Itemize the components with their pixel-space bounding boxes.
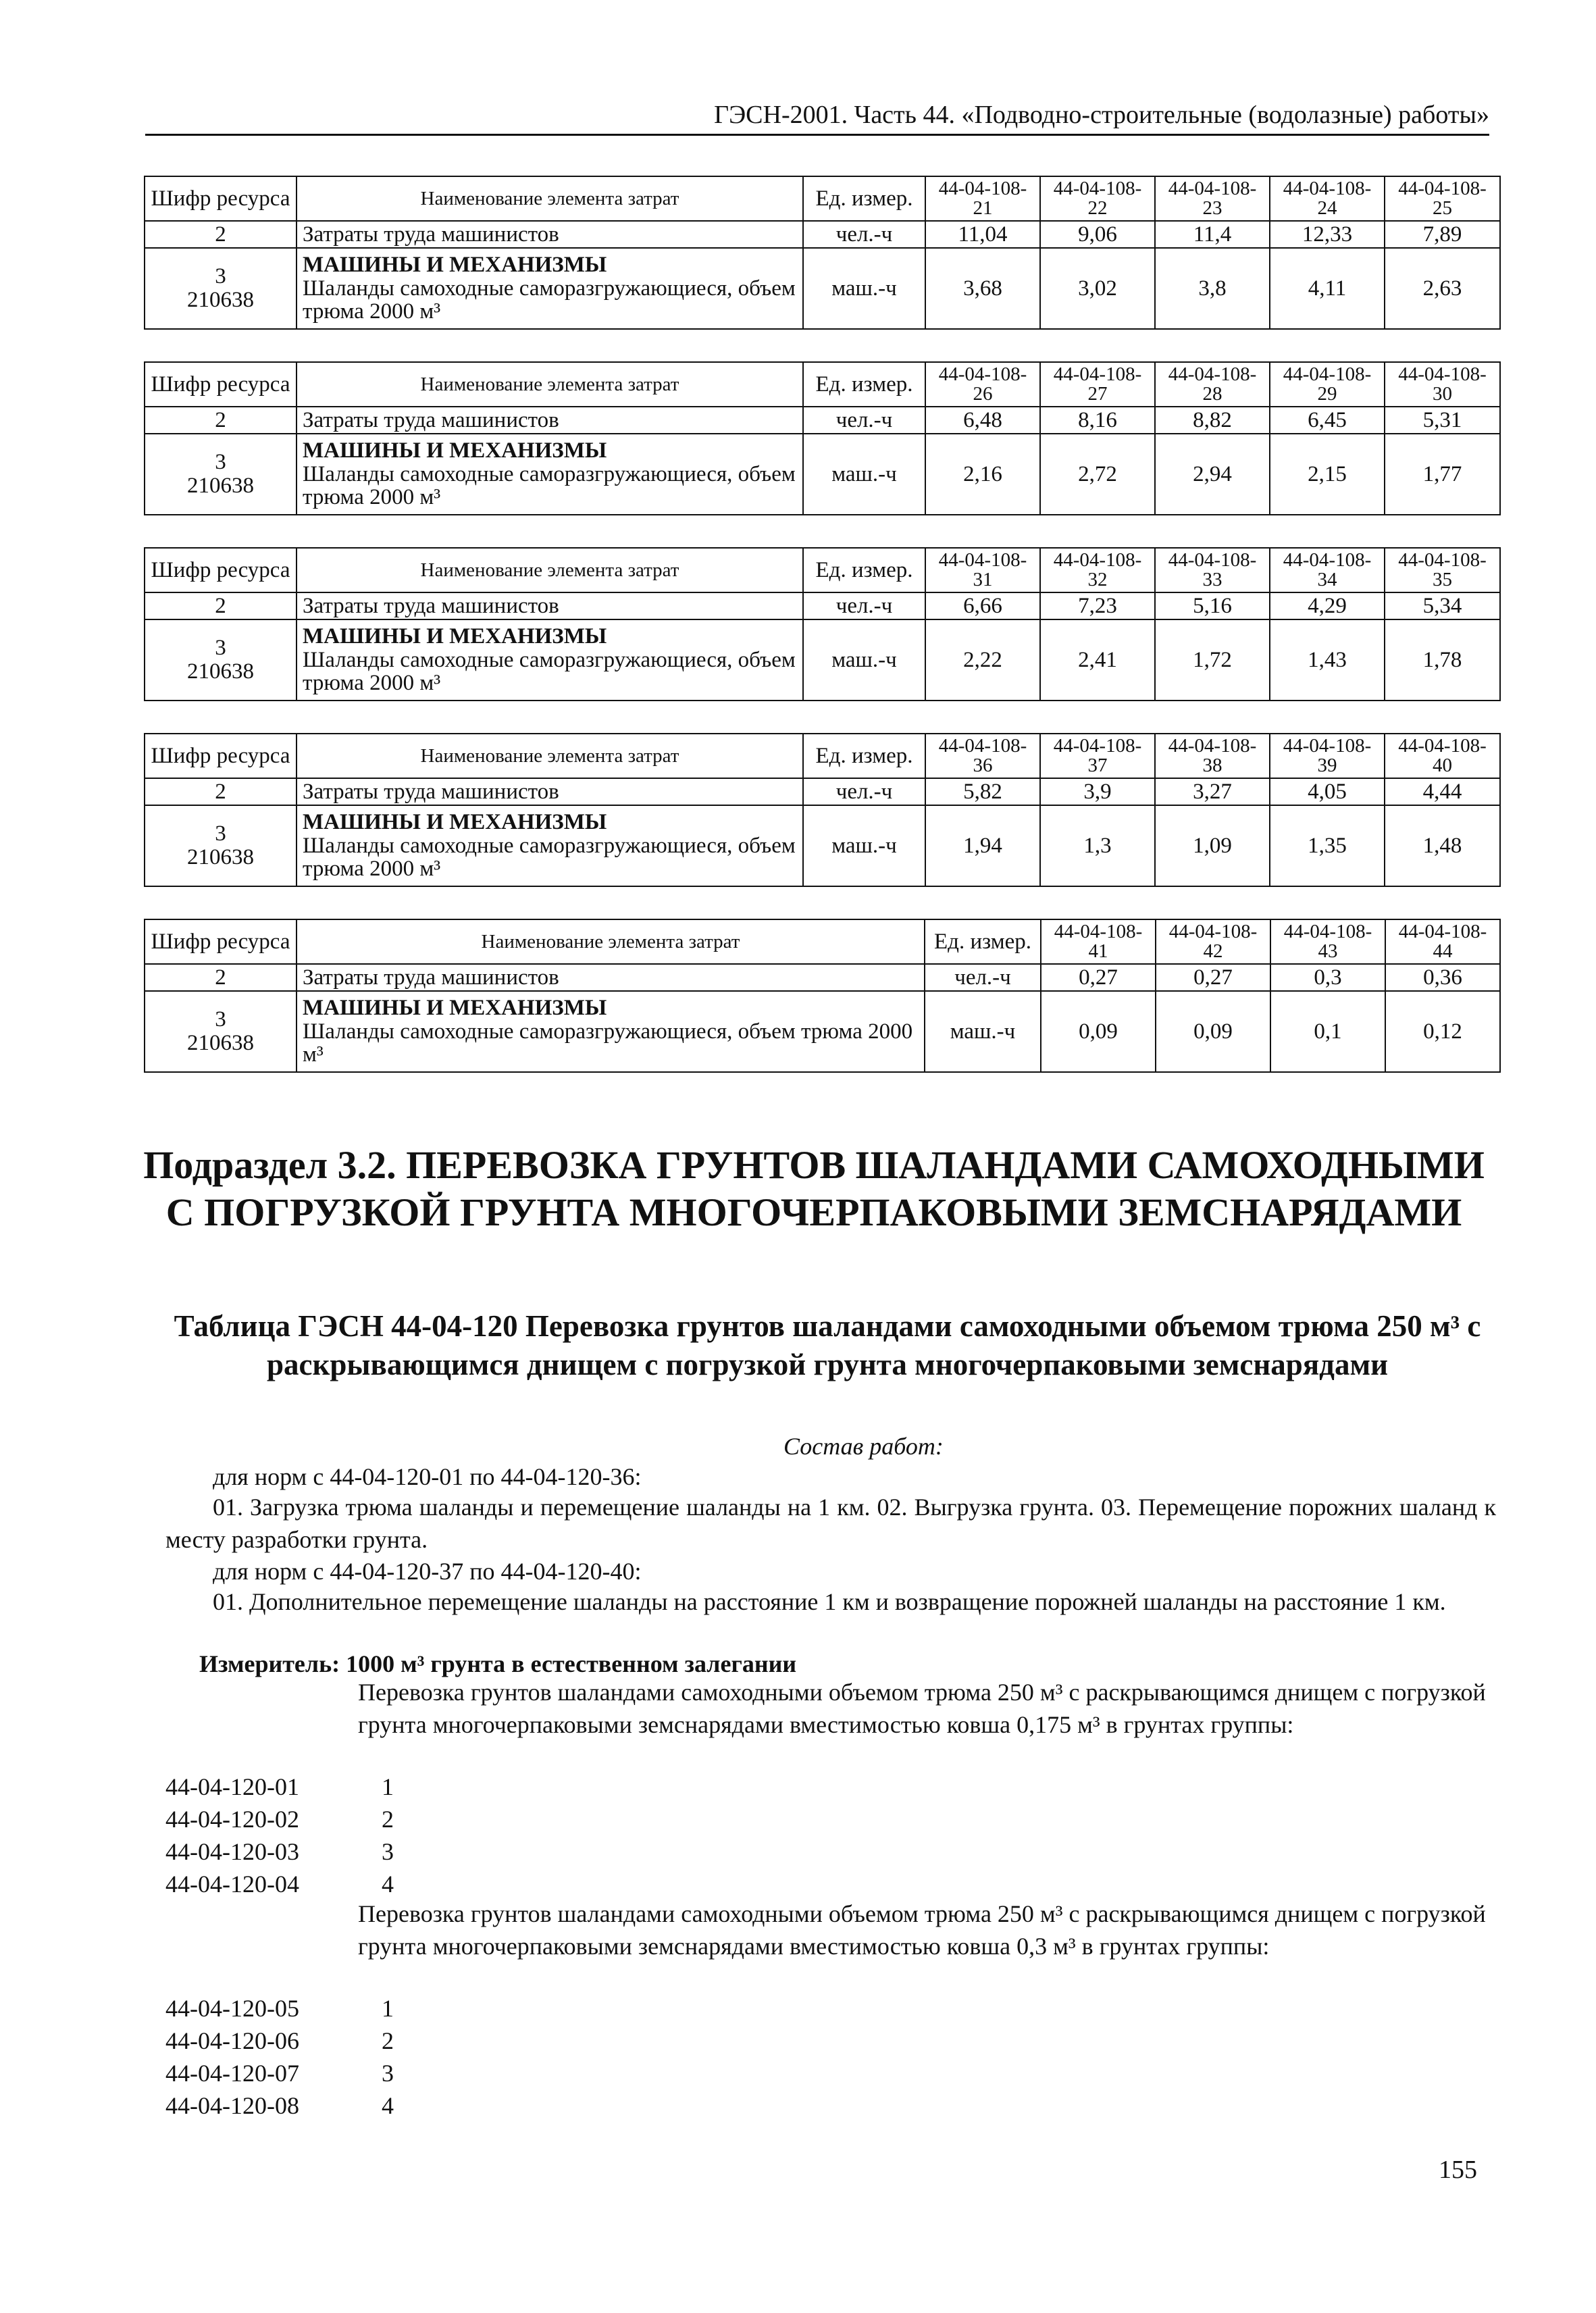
composition-text: 01. Загрузка трюма шаланды и перемещение шаланды на 1 км. 02. Выгрузка грунта. 03. Перемещение порожних шаланд к месту разработки грунта. (165, 1494, 1496, 1553)
norm-code: 44-04-108-42 (1156, 919, 1270, 964)
list-item (165, 1804, 394, 1836)
col-resource-header: Шифр ресурса (145, 734, 297, 778)
resource-table (144, 547, 1501, 701)
row-code: 3 (215, 821, 226, 846)
norm-code: 44-04-120-08 (165, 2091, 299, 2119)
table-row (145, 434, 1500, 515)
row-unit: чел.-ч (803, 778, 925, 805)
table-row (145, 964, 1500, 991)
row-code: 3 (215, 450, 226, 475)
running-header: ГЭСН-2001. Часть 44. «Подводно-строительные (водолазные) работы» (145, 100, 1489, 136)
row-value: 6,66 (925, 592, 1040, 619)
composition-norms-range: для норм с 44-04-120-01 по 44-04-120-36: (213, 1463, 642, 1490)
col-unit-header: Ед. измер. (803, 362, 925, 407)
row-unit: маш.-ч (803, 434, 925, 515)
row-value: 9,06 (1040, 221, 1155, 248)
col-resource-header: Шифр ресурса (145, 176, 297, 221)
norm-group-description: Перевозка грунтов шаландами самоходными объемом трюма 250 м³ с раскрывающимся днищем с погрузкой грунта многочерпаковыми земснарядами вместимостью ковша 0,3 м³ в грунтах группы: (358, 1900, 1486, 1960)
row-name: Затраты труда машинистов (297, 592, 803, 619)
col-name-header: Наименование элемента затрат (297, 734, 803, 778)
row-name-cell (297, 619, 803, 701)
row-value: 5,34 (1385, 592, 1500, 619)
row-name: Затраты труда машинистов (297, 407, 803, 434)
row-value: 2,22 (925, 619, 1040, 701)
col-unit-header: Ед. измер. (803, 176, 925, 221)
row-code: 3 (215, 264, 226, 289)
norm-code: 44-04-108-41 (1041, 919, 1156, 964)
row-value: 3,27 (1155, 778, 1270, 805)
soil-group: 1 (382, 1995, 394, 2022)
table-row (145, 221, 1500, 248)
col-unit-header: Ед. измер. (803, 734, 925, 778)
composition-text: 01. Дополнительное перемещение шаланды на расстояние 1 км и возвращение порожней шаланды на расстояние 1 км. (213, 1588, 1446, 1615)
table-row (145, 991, 1500, 1072)
row-value: 5,82 (925, 778, 1040, 805)
norm-code: 44-04-108-27 (1040, 362, 1155, 407)
row-value: 0,09 (1156, 991, 1270, 1072)
resource-code: 210638 (187, 288, 254, 312)
row-code: 2 (145, 964, 297, 991)
composition-norms-range: для норм с 44-04-120-37 по 44-04-120-40: (213, 1558, 642, 1585)
col-resource-header: Шифр ресурса (145, 548, 297, 592)
row-code-cell (145, 991, 297, 1072)
row-value: 3,8 (1155, 248, 1270, 329)
resource-code: 210638 (187, 845, 254, 869)
table-row (145, 805, 1500, 886)
norm-code-list (165, 1771, 394, 1901)
row-value: 3,9 (1040, 778, 1155, 805)
list-item (165, 1869, 394, 1901)
row-code: 2 (145, 407, 297, 434)
row-unit: чел.-ч (925, 964, 1041, 991)
row-value: 2,72 (1040, 434, 1155, 515)
resource-table (144, 176, 1501, 330)
row-value: 1,48 (1385, 805, 1500, 886)
row-name: Шаланды самоходные саморазгружающиеся, объем трюма 2000 м³ (303, 461, 796, 510)
col-name-header: Наименование элемента затрат (297, 548, 803, 592)
norm-code: 44-04-108-24 (1270, 176, 1385, 221)
table-row (145, 778, 1500, 805)
subsection-heading: Подраздел 3.2. ПЕРЕВОЗКА ГРУНТОВ ШАЛАНДАМИ САМОХОДНЫМИ С ПОГРУЗКОЙ ГРУНТА МНОГОЧЕРПАКОВЫМИ ЗЕМСНАРЯДАМИ (143, 1143, 1485, 1234)
norm-code: 44-04-120-02 (165, 1805, 299, 1833)
row-value: 2,63 (1385, 248, 1500, 329)
row-code: 2 (145, 778, 297, 805)
norm-code: 44-04-108-36 (925, 734, 1040, 778)
row-name: Шаланды самоходные саморазгружающиеся, объем трюма 2000 м³ (303, 833, 796, 882)
row-name-cell (297, 248, 803, 329)
row-value: 5,31 (1385, 407, 1500, 434)
row-value: 8,82 (1155, 407, 1270, 434)
page-number: 155 (1439, 2156, 1477, 2184)
resource-table (144, 733, 1501, 887)
norm-code: 44-04-120-03 (165, 1837, 299, 1865)
row-value: 1,43 (1270, 619, 1385, 701)
row-value: 0,3 (1270, 964, 1385, 991)
list-item (165, 1771, 394, 1804)
row-value: 5,16 (1155, 592, 1270, 619)
norm-code: 44-04-108-29 (1270, 362, 1385, 407)
row-value: 3,02 (1040, 248, 1155, 329)
row-value: 1,77 (1385, 434, 1500, 515)
table-title: Таблица ГЭСН 44-04-120 Перевозка грунтов шаландами самоходными объемом трюма 250 м³ с раскрывающимся днищем с погрузкой грунта многочерпаковыми земснарядами (174, 1309, 1481, 1382)
row-value: 0,12 (1385, 991, 1500, 1072)
norm-code: 44-04-120-06 (165, 2027, 299, 2054)
norm-code: 44-04-108-30 (1385, 362, 1500, 407)
resource-code: 210638 (187, 474, 254, 498)
measure-unit: Измеритель: 1000 м³ грунта в естественном залегании (199, 1650, 797, 1677)
row-code-cell (145, 248, 297, 329)
row-name: Шаланды самоходные саморазгружающиеся, объем трюма 2000 м³ (303, 276, 796, 324)
row-unit: чел.-ч (803, 592, 925, 619)
soil-group: 4 (382, 1870, 394, 1898)
resource-code: 210638 (187, 1031, 254, 1055)
section-label: МАШИНЫ И МЕХАНИЗМЫ (303, 810, 607, 835)
norm-code: 44-04-120-04 (165, 1870, 299, 1898)
row-value: 4,05 (1270, 778, 1385, 805)
row-unit: маш.-ч (925, 991, 1041, 1072)
row-value: 0,36 (1385, 964, 1500, 991)
row-value: 1,94 (925, 805, 1040, 886)
row-value: 8,16 (1040, 407, 1155, 434)
list-item (165, 1993, 394, 2025)
col-name-header: Наименование элемента затрат (297, 176, 803, 221)
norm-code: 44-04-108-22 (1040, 176, 1155, 221)
row-name-cell (297, 991, 925, 1072)
col-name-header: Наименование элемента затрат (297, 362, 803, 407)
row-value: 6,48 (925, 407, 1040, 434)
row-unit: маш.-ч (803, 248, 925, 329)
soil-group: 2 (382, 1805, 394, 1833)
row-name-cell (297, 434, 803, 515)
row-value: 2,94 (1155, 434, 1270, 515)
row-code: 3 (215, 636, 226, 661)
row-value: 2,15 (1270, 434, 1385, 515)
row-value: 1,78 (1385, 619, 1500, 701)
row-value: 2,41 (1040, 619, 1155, 701)
norm-code: 44-04-108-43 (1270, 919, 1385, 964)
row-value: 0,27 (1041, 964, 1156, 991)
composition-heading: Состав работ: (783, 1433, 944, 1460)
resource-code: 210638 (187, 659, 254, 684)
norm-code: 44-04-108-32 (1040, 548, 1155, 592)
row-unit: чел.-ч (803, 407, 925, 434)
list-item (165, 2025, 394, 2058)
row-value: 4,11 (1270, 248, 1385, 329)
col-name-header: Наименование элемента затрат (297, 919, 925, 964)
row-code-cell (145, 805, 297, 886)
norm-code: 44-04-108-39 (1270, 734, 1385, 778)
row-value: 1,3 (1040, 805, 1155, 886)
list-item (165, 1836, 394, 1869)
row-name: Затраты труда машинистов (297, 221, 803, 248)
table-row (145, 407, 1500, 434)
resource-table (144, 919, 1501, 1073)
row-value: 6,45 (1270, 407, 1385, 434)
row-value: 7,23 (1040, 592, 1155, 619)
col-resource-header: Шифр ресурса (145, 362, 297, 407)
norm-code: 44-04-108-35 (1385, 548, 1500, 592)
row-code-cell (145, 434, 297, 515)
row-value: 4,29 (1270, 592, 1385, 619)
norm-code: 44-04-108-31 (925, 548, 1040, 592)
norm-code: 44-04-120-05 (165, 1995, 299, 2022)
section-label: МАШИНЫ И МЕХАНИЗМЫ (303, 996, 607, 1021)
soil-group: 1 (382, 1773, 394, 1800)
norm-group-description: Перевозка грунтов шаландами самоходными объемом трюма 250 м³ с раскрывающимся днищем с погрузкой грунта многочерпаковыми земснарядами вместимостью ковша 0,175 м³ в грунтах группы: (358, 1679, 1486, 1738)
section-label: МАШИНЫ И МЕХАНИЗМЫ (303, 253, 607, 278)
norm-code: 44-04-108-37 (1040, 734, 1155, 778)
row-code: 2 (145, 592, 297, 619)
section-label: МАШИНЫ И МЕХАНИЗМЫ (303, 438, 607, 463)
soil-group: 3 (382, 2059, 394, 2087)
row-unit: маш.-ч (803, 805, 925, 886)
col-unit-header: Ед. измер. (925, 919, 1041, 964)
norm-code: 44-04-120-07 (165, 2059, 299, 2087)
table-row (145, 619, 1500, 701)
row-value: 0,1 (1270, 991, 1385, 1072)
row-unit: маш.-ч (803, 619, 925, 701)
row-name-cell (297, 805, 803, 886)
row-value: 2,16 (925, 434, 1040, 515)
row-value: 12,33 (1270, 221, 1385, 248)
table-row (145, 248, 1500, 329)
norm-code: 44-04-108-44 (1385, 919, 1500, 964)
row-code: 2 (145, 221, 297, 248)
row-name: Шаланды самоходные саморазгружающиеся, объем трюма 2000 м³ (303, 1019, 913, 1067)
resource-table (144, 361, 1501, 515)
row-value: 4,44 (1385, 778, 1500, 805)
norm-code-list (165, 1993, 394, 2123)
row-value: 1,72 (1155, 619, 1270, 701)
row-name: Затраты труда машинистов (297, 964, 925, 991)
norm-code: 44-04-108-33 (1155, 548, 1270, 592)
row-value: 7,89 (1385, 221, 1500, 248)
norm-code: 44-04-120-01 (165, 1773, 299, 1800)
norm-code: 44-04-108-38 (1155, 734, 1270, 778)
row-value: 1,35 (1270, 805, 1385, 886)
table-row (145, 592, 1500, 619)
soil-group: 2 (382, 2027, 394, 2054)
row-value: 0,09 (1041, 991, 1156, 1072)
soil-group: 4 (382, 2091, 394, 2119)
col-resource-header: Шифр ресурса (145, 919, 297, 964)
row-value: 1,09 (1155, 805, 1270, 886)
row-name: Затраты труда машинистов (297, 778, 803, 805)
soil-group: 3 (382, 1837, 394, 1865)
row-value: 11,4 (1155, 221, 1270, 248)
col-unit-header: Ед. измер. (803, 548, 925, 592)
norm-code: 44-04-108-23 (1155, 176, 1270, 221)
norm-code: 44-04-108-40 (1385, 734, 1500, 778)
row-code: 3 (215, 1007, 226, 1032)
row-value: 11,04 (925, 221, 1040, 248)
section-label: МАШИНЫ И МЕХАНИЗМЫ (303, 624, 607, 649)
norm-code: 44-04-108-21 (925, 176, 1040, 221)
norm-code: 44-04-108-28 (1155, 362, 1270, 407)
row-value: 0,27 (1156, 964, 1270, 991)
norm-code: 44-04-108-25 (1385, 176, 1500, 221)
row-value: 3,68 (925, 248, 1040, 329)
norm-code: 44-04-108-26 (925, 362, 1040, 407)
list-item (165, 2058, 394, 2090)
row-unit: чел.-ч (803, 221, 925, 248)
norm-code: 44-04-108-34 (1270, 548, 1385, 592)
row-code-cell (145, 619, 297, 701)
row-name: Шаланды самоходные саморазгружающиеся, объем трюма 2000 м³ (303, 647, 796, 696)
list-item (165, 2090, 394, 2123)
